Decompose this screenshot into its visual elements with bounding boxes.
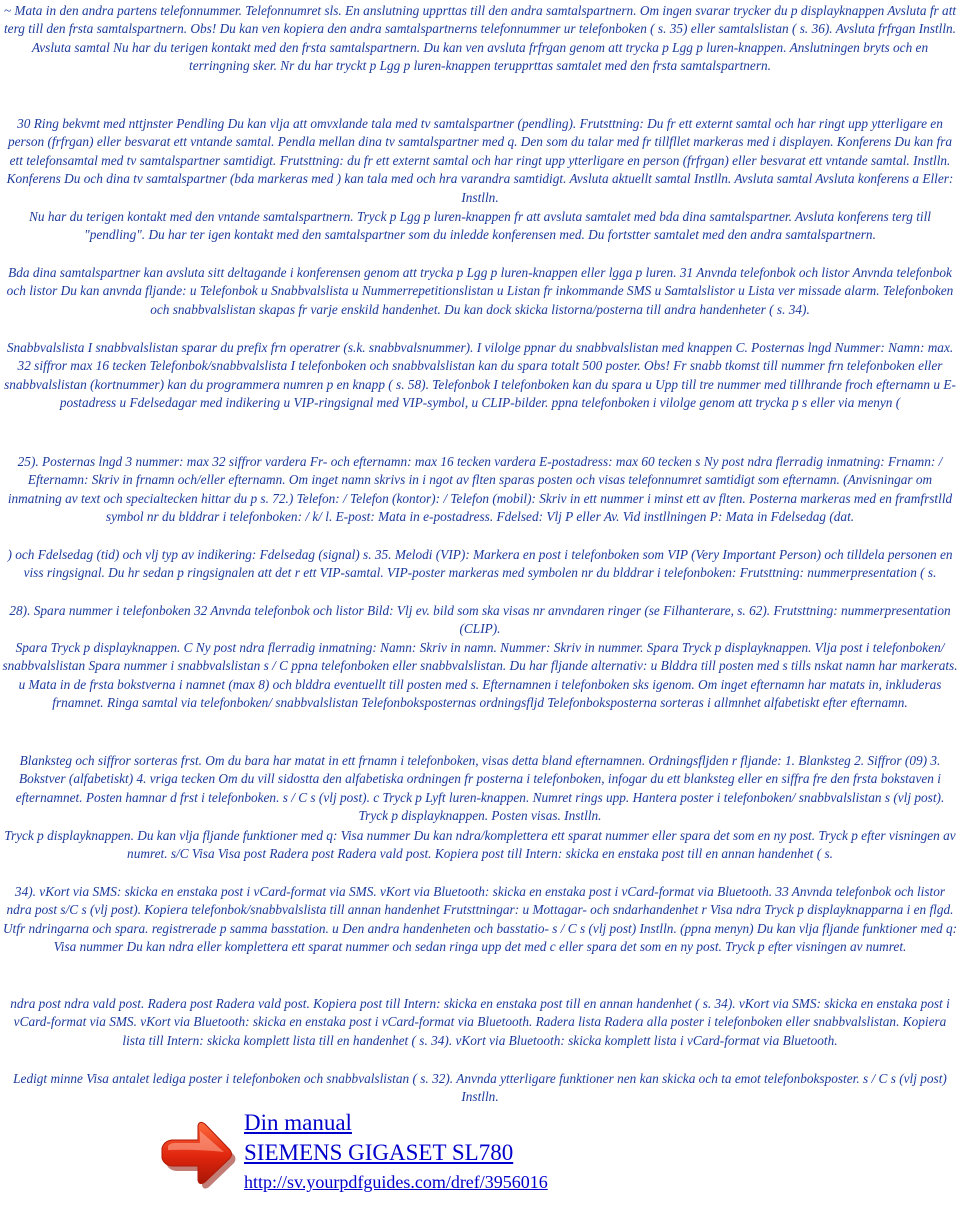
- paragraph-6: 25). Posternas lngd 3 nummer: max 32 siffror vardera Fr- och efternamn: max 16 tecken vardera E-postadress: max 60 tecken s Ny post ndra flerradig inmatning: Frnamn: / Efternamn: Skriv in frnamn och/eller efternamn. Om inget namn skrivs in i ngot av flten sparas posten och visas telefonnumret samtidigt som efternamn. (Anvisningar om inmatning av text och specialtecken hittar du p s. 72.) Telefon: / Telefon (kontor): / Telefon (mobil): Skriv in ett nummer i minst ett av flten. Posterna markeras med en framfrstlld symbol nr du blddrar i telefonboken: / k/ l. E-post: Mata in e-postadress. Fdelsed: Vlj P eller Av. Vid instllningen P: Mata in Fdelsedag (dat.: [7, 454, 953, 525]
- manual-url-link[interactable]: http://sv.yourpdfguides.com/dref/3956016: [244, 1172, 548, 1192]
- paragraph-11: Tryck p displayknappen. Du kan vlja fljande funktioner med q: Visa nummer Du kan ndra/komplettera ett sparat nummer eller spara det som en ny post. Tryck p efter visningen av numret. s/C Visa Visa post Radera post Radera vald post. Kopiera post till Intern: skicka en enstaka post till en annan handenhet ( s.: [4, 828, 956, 862]
- paragraph-12: 34). vKort via SMS: skicka en enstaka post i vCard-format via SMS. vKort via Bluetooth: skicka en enstaka post i vCard-format via Bluetooth. 33 Anvnda telefonbok och listor ndra post s/C s (vlj post). Kopiera telefonbok/snabbvalslista till annan handenhet Frutsttningar: u Mottagar- och sndarhandenhet r Visa ndra Tryck p displayknapparna i en flgd. Utfr ndringarna och spara. registrerade p samma basstation. u Den andra handenheten och basstatio- s / C s (vlj post) Instlln. (ppna menyn) Du kan vlja fljande funktioner med q: Visa nummer Du kan ndra eller komplettera ett sparat nummer och sedan ringa upp det med c eller spara det som en ny post. Tryck p efter visningen av numret.: [2, 884, 958, 955]
- paragraph-13: ndra post ndra vald post. Radera post Radera vald post. Kopiera post till Intern: skicka en enstaka post till en annan handenhet ( s. 34). vKort via SMS: skicka en enstaka post i vCard-format via SMS. vKort via Bluetooth: skicka en enstaka post i vCard-format via Bluetooth. Radera lista Radera alla poster i telefonboken eller snabbvalslistan. Kopiera lista till Intern: skicka komplett lista till en handenhet ( s. 34). vKort via Bluetooth: skicka komplett lista i vCard-format via Bluetooth.: [10, 996, 950, 1048]
- paragraph-8: 28). Spara nummer i telefonboken 32 Anvnda telefonbok och listor Bild: Vlj ev. bild som ska visas nr anvndaren ringer (se Filhanterare, s. 62). Frutsttning: nummerpresentation (CLIP).: [9, 603, 951, 637]
- product-name-link[interactable]: SIEMENS GIGASET SL780: [244, 1140, 514, 1165]
- paragraph-4: Bda dina samtalspartner kan avsluta sitt deltagande i konferensen genom att trycka p Lgg p luren-knappen eller lgga p luren. 31 Anvnda telefonbok och listor Anvnda telefonbok och listor Du kan anvnda fljande: u Telefonbok u Snabbvalslista u Nummerrepetitionslistan u Listan fr inkommande SMS u Samtalslistor u Lista ver missade alarm. Telefonboken och snabbvalslistan skapas fr varje enskild handenhet. Du kan dock skicka listorna/posterna till andra handenheter ( s. 34).: [6, 265, 954, 317]
- paragraph-1: ~ Mata in den andra partens telefonnummer. Telefonnumret sls. En anslutning upprttas till den andra samtalspartnern. Om ingen svarar trycker du p displayknappen Avsluta fr att terg till den frsta samtalspartnern. Obs! Du kan ven kopiera den andra samtalspartnerns telefonnummer ur telefonboken ( s. 35) eller samtalslistan ( s. 36). Avsluta frfrgan Instlln. Avsluta samtal Nu har du terigen kontakt med den frsta samtalspartnern. Du kan ven avsluta frfrgan genom att trycka p Lgg p luren-knappen. Anslutningen bryts och en terringning sker. Nr du har tryckt p Lgg p luren-knappen terupprttas samtalet med den frsta samtalspartnern.: [3, 3, 957, 74]
- manual-title-link[interactable]: Din manual: [244, 1110, 352, 1135]
- paragraph-10: Blanksteg och siffror sorteras frst. Om du bara har matat in ett frnamn i telefonboken, visas detta bland efternamnen. Ordningsfljden r fljande: 1. Blanksteg 2. Siffror (09) 3. Bokstver (alfabetiskt) 4. vriga tecken Om du vill sidostta den alfabetiska ordningen fr posterna i telefonboken, infogar du ett blanksteg eller en siffra fre den frsta bokstaven i efternamnet. Posten hamnar d frst i telefonboken. s / C s (vlj post). c Tryck p Lyft luren-knappen. Numret rings upp. Hantera poster i telefonboken/ snabbvalslistan s (vlj post). Tryck p displayknappen. Posten visas. Instlln.: [15, 753, 945, 824]
- paragraph-5: Snabbvalslista I snabbvalslistan sparar du prefix frn operatrer (s.k. snabbvalsnummer). I vilolge ppnar du snabbvalslistan med knappen C. Posternas lngd Nummer: Namn: max. 32 siffror max 16 tecken Telefonbok/snabbvalslista I telefonboken och snabbvalslistan kan du spara totalt 500 poster. Obs! Fr snabb tkomst till nummer frn telefonboken eller snabbvalslistan (kortnummer) kan du programmera numren p en knapp ( s. 58). Telefonbok I telefonboken kan du spara u Upp till tre nummer med tillhrande froch efternamn u E-postadress u Fdelsedagar med indikering u VIP-ringsignal med VIP-symbol, u CLIP-bilder. ppna telefonboken i vilolge genom att trycka p s eller via menyn (: [4, 340, 956, 411]
- red-arrow-icon: [158, 1116, 236, 1192]
- paragraph-2: 30 Ring bekvmt med nttjnster Pendling Du kan vlja att omvxlande tala med tv samtalspartner (pendling). Frutsttning: Du fr ett externt samtal och har ringt upp ytterligare en person (frfrgan) eller besvarat ett vntande samtal. Pendla mellan dina tv samtalspartner med q. Den som du talar med fr tillfllet markeras med i displayen. Konferens Du kan fra ett telefonsamtal med tv samtalspartner samtidigt. Frutsttning: du fr ett externt samtal och har ringt upp ytterligare en person (frfrgan) eller besvarat ett vntande samtal. Instlln. Konferens Du och dina tv samtalspartner (bda markeras med ) kan tala med och hra varandra samtidigt. Avsluta aktuellt samtal Instlln. Avsluta samtal Avsluta konferens a Eller: Instlln.: [6, 116, 954, 205]
- paragraph-14: Ledigt minne Visa antalet lediga poster i telefonboken och snabbvalslistan ( s. 32). Anvnda ytterligare funktioner nen kan skicka och ta emot telefonboksposter. s / C s (vlj post) Instlln.: [13, 1071, 947, 1105]
- paragraph-3: Nu har du terigen kontakt med den vntande samtalspartnern. Tryck p Lgg p luren-knappen fr att avsluta samtalet med bda dina samtalspartner. Avsluta konferens terg till "pendling". Du har ter igen kontakt med den samtalspartner som du inledde konferensen med. Du fortstter samtalet med den andra samtalspartnern.: [28, 209, 932, 243]
- manual-footer: [158, 1108, 718, 1200]
- paragraph-7: ) och Fdelsedag (tid) och vlj typ av indikering: Fdelsedag (signal) s. 35. Melodi (VIP): Markera en post i telefonboken som VIP (Very Important Person) och tilldela personen en viss ringsignal. Du hr sedan p ringsignalen att det r ett VIP-samtal. VIP-poster markeras med symbolen nr du blddrar i telefonboken: Frutsttning: nummerpresentation ( s.: [7, 547, 953, 581]
- paragraph-9: Spara Tryck p displayknappen. C Ny post ndra flerradig inmatning: Namn: Skriv in namn. Nummer: Skriv in nummer. Spara Tryck p displayknappen. Vlja post i telefonboken/ snabbvalslistan Spara nummer i snabbvalslistan s / C ppna telefonboken eller snabbvalslistan. Du har fljande alternativ: u Blddra till posten med s tills nskat namn har markerats. u Mata in de frsta bokstverna i namnet (max 8) och blddra eventuellt till posten med s. Efternamnen i telefonboken sks igenom. Om inget efternamn har matats in, inkluderas frnamnet. Ringa samtal via telefonboken/ snabbvalslistan Telefonboksposternas ordningsfljd Telefonboksposterna sorteras i allmnhet alfabetiskt efter efternamn.: [2, 640, 958, 711]
